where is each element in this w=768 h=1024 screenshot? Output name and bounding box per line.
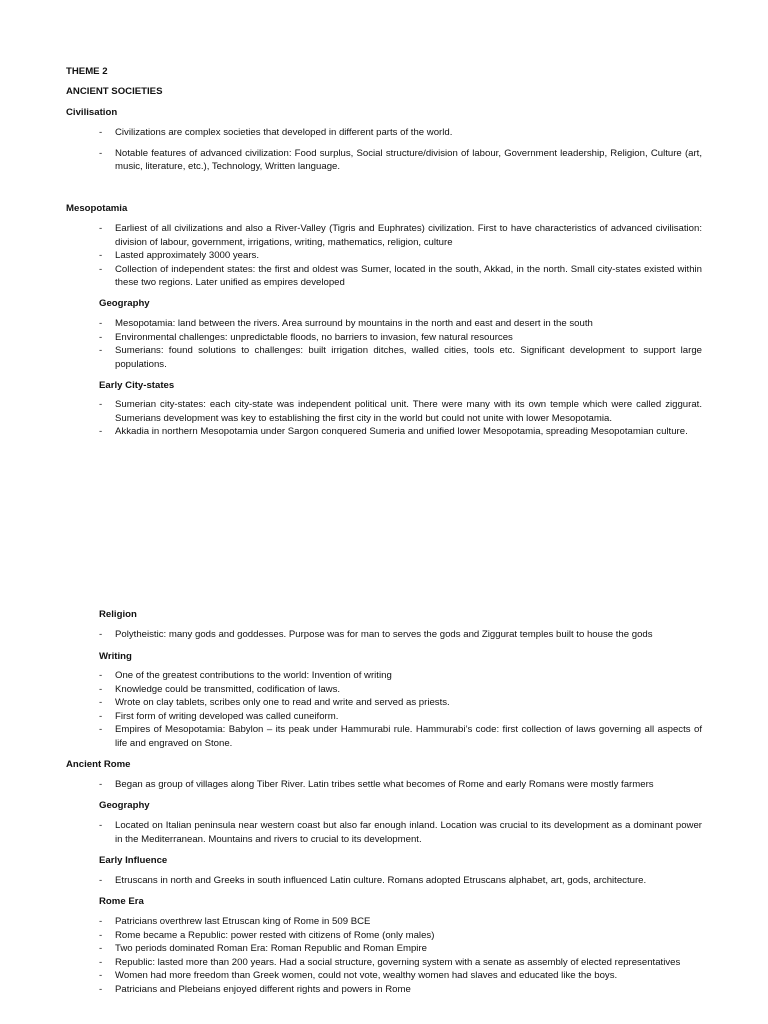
list-item: - Located on Italian peninsula near western coast but also far enough inland. Location was crucial to its development as a dominant power in the Mediterranean. Mountains and rivers to crucial to its development. [99,819,702,846]
section-heading-civilisation: Civilisation [66,107,118,118]
list-item: - Polytheistic: many gods and goddesses. Purpose was for man to serves the gods and Ziggurat temples built to house the gods [99,628,702,642]
list-item: - Civilizations are complex societies that developed in different parts of the world. [99,126,702,140]
list-item: - Knowledge could be transmitted, codification of laws. [99,683,702,697]
civilisation-list [99,126,702,174]
list-item: - Patricians and Plebeians enjoyed different rights and powers in Rome [99,983,702,997]
writing-list [99,669,702,751]
rome-geography-list [99,819,702,846]
subheading-rome-era: Rome Era [99,896,144,907]
theme-label: THEME 2 [66,66,108,77]
list-item: - One of the greatest contributions to the world: Invention of writing [99,669,702,683]
list-item: - Sumerian city-states: each city-state was independent political unit. There were many with its own temple which were called ziggurat. Sumerians development was key to establishing the first city in the world but could not unite with lower Mesopotamia. [99,398,702,425]
section-heading-mesopotamia: Mesopotamia [66,203,128,214]
list-item: - Etruscans in north and Greeks in south influenced Latin culture. Romans adopted Etruscans alphabet, art, gods, architecture. [99,874,702,888]
subheading-geography: Geography [99,298,150,309]
list-item: - First form of writing developed was called cuneiform. [99,710,702,724]
list-item: - Rome became a Republic: power rested with citizens of Rome (only males) [99,929,702,943]
religion-list [99,628,702,642]
rome-era-list [99,915,702,997]
list-item: - Mesopotamia: land between the rivers. Area surround by mountains in the north and east and desert in the south [99,317,702,331]
list-item: - Akkadia in northern Mesopotamia under Sargon conquered Sumeria and unified lower Mesopotamia, spreading Mesopotamian culture. [99,425,702,439]
subheading-writing: Writing [99,651,132,662]
list-item: - Two periods dominated Roman Era: Roman Republic and Roman Empire [99,942,702,956]
list-item: - Sumerians: found solutions to challenges: built irrigation ditches, walled cities, tools etc. Significant development to support large populations. [99,344,702,371]
list-item: - Republic: lasted more than 200 years. Had a social structure, governing system with a senate as assembly of elected representatives [99,956,702,970]
list-item: - Empires of Mesopotamia: Babylon – its peak under Hammurabi rule. Hammurabi’s code: first collection of laws governing all aspects of life and engraved on Stone. [99,723,702,750]
list-item: - Collection of independent states: the first and oldest was Sumer, located in the south, Akkad, in the north. Small city-states existed within these two regions. Later unified as empires developed [99,263,702,290]
subheading-rome-geography: Geography [99,800,150,811]
list-item: - Lasted approximately 3000 years. [99,249,702,263]
mesopotamia-geography-list [99,317,702,371]
city-states-list [99,398,702,439]
subheading-religion: Religion [99,609,137,620]
list-item: - Notable features of advanced civilization: Food surplus, Social structure/division of labour, Government leadership, Religion, Culture (art, music, literature, etc.), Technology, Written language. [99,147,702,174]
page-title: ANCIENT SOCIETIES [66,86,163,97]
list-item: - Began as group of villages along Tiber River. Latin tribes settle what becomes of Rome and early Romans were mostly farmers [99,778,702,792]
mesopotamia-list [99,222,702,290]
list-item: - Environmental challenges: unpredictable floods, no barriers to invasion, few natural resources [99,331,702,345]
list-item: - Women had more freedom than Greek women, could not vote, wealthy women had slaves and educated like the boys. [99,969,702,983]
subheading-early-influence: Early Influence [99,855,168,866]
list-item: - Earliest of all civilizations and also a River-Valley (Tigris and Euphrates) civilization. First to have characteristics of advanced civilisation: division of labour, government, irrigations, writing, mathematics, religion, culture [99,222,702,249]
subheading-early-city-states: Early City-states [99,380,175,391]
list-item: - Wrote on clay tablets, scribes only one to read and write and served as priests. [99,696,702,710]
rome-list [99,778,702,792]
list-item: - Patricians overthrew last Etruscan king of Rome in 509 BCE [99,915,702,929]
section-heading-ancient-rome: Ancient Rome [66,759,131,770]
early-influence-list [99,874,702,888]
